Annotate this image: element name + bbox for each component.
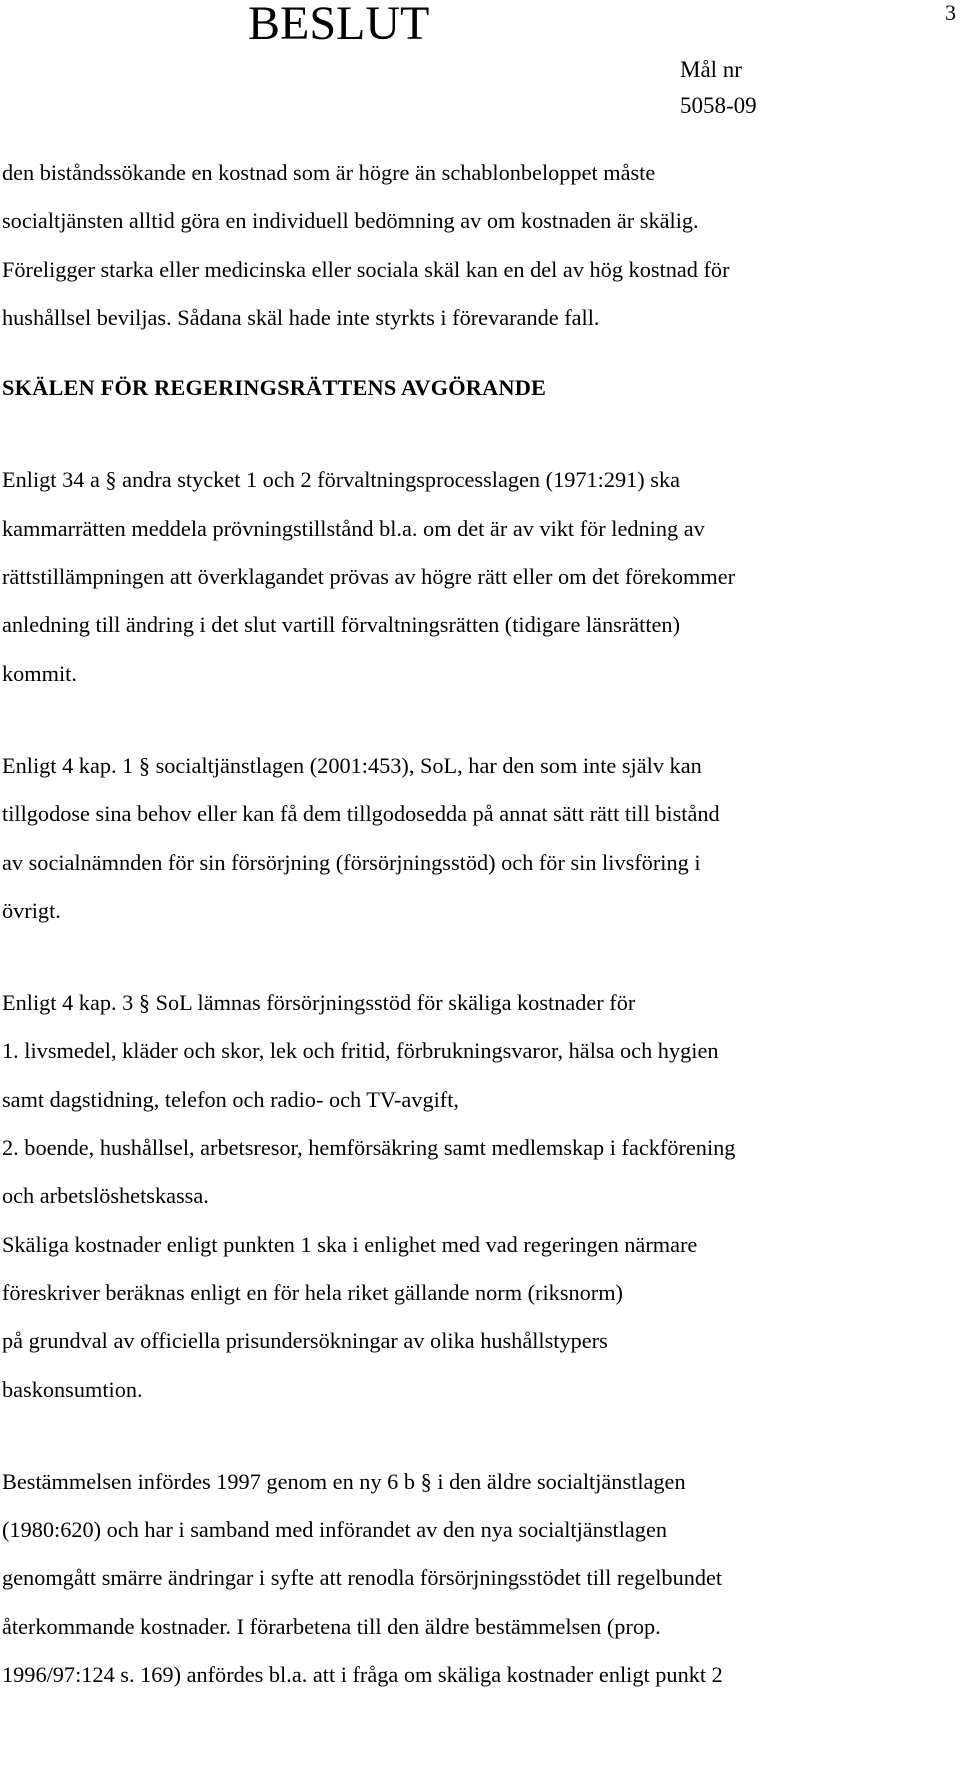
text-line: föreskriver beräknas enligt en för hela riket gällande norm (riksnorm) [2,1279,623,1305]
text-line: av socialnämnden för sin försörjning (försörjningsstöd) och för sin livsföring i [2,849,701,875]
case-label: Mål nr [680,57,742,82]
paragraph-2 [2,456,956,697]
text-line: Enligt 4 kap. 3 § SoL lämnas försörjningsstöd för skäliga kostnader för [2,990,636,1016]
text-line: kammarrätten meddela prövningstillstånd bl.a. om det är av vikt för ledning av [2,515,705,541]
document-title: BESLUT [248,0,430,50]
text-line: Enligt 4 kap. 1 § socialtjänstlagen (2001:453), SoL, har den som inte själv kan [2,752,702,778]
text-line: och arbetslöshetskassa. [2,1183,209,1209]
text-line: 1. livsmedel, kläder och skor, lek och fritid, förbrukningsvaror, hälsa och hygien [2,1038,719,1064]
paragraph-1 [2,149,956,342]
case-number-block [680,52,757,124]
text-line: 2. boende, hushållsel, arbetsresor, hemförsäkring samt medlemskap i fackförening [2,1135,736,1161]
text-line: socialtjänsten alltid göra en individuell bedömning av om kostnaden är skälig. [2,208,699,234]
text-line: återkommande kostnader. I förarbetena till den äldre bestämmelsen (prop. [2,1613,661,1639]
text-line: på grundval av officiella prisundersökningar av olika hushållstypers [2,1328,608,1354]
text-line: Skäliga kostnader enligt punkten 1 ska i enlighet med vad regeringen närmare [2,1231,698,1257]
text-line: kommit. [2,660,77,686]
text-line: rättstillämpningen att överklagandet prövas av högre rätt eller om det förekommer [2,564,736,590]
text-line: baskonsumtion. [2,1376,143,1402]
text-line: genomgått smärre ändringar i syfte att renodla försörjningsstödet till regelbundet [2,1565,723,1591]
text-line: hushållsel beviljas. Sådana skäl hade inte styrkts i förevarande fall. [2,304,600,330]
document-body [2,149,956,1699]
text-line: Föreligger starka eller medicinska eller sociala skäl kan en del av hög kostnad för [2,256,730,282]
page-number: 3 [945,0,956,25]
text-line: Enligt 34 a § andra stycket 1 och 2 förvaltningsprocesslagen (1971:291) ska [2,467,681,493]
text-line: 1996/97:124 s. 169) anfördes bl.a. att i fråga om skäliga kostnader enligt punkt 2 [2,1662,723,1688]
paragraph-5 [2,1458,956,1699]
text-line: den biståndssökande en kostnad som är högre än schablonbeloppet måste [2,160,656,185]
section-heading: SKÄLEN FÖR REGERINGSRÄTTENS AVGÖRANDE [2,375,547,401]
text-line: samt dagstidning, telefon och radio- och TV-avgift, [2,1086,459,1112]
case-number: 5058-09 [680,93,757,118]
text-line: tillgodose sina behov eller kan få dem tillgodosedda på annat sätt rätt till bistånd [2,801,720,827]
text-line: övrigt. [2,897,61,923]
text-line: (1980:620) och har i samband med införandet av den nya socialtjänstlagen [2,1517,667,1543]
paragraph-4 [2,979,956,1414]
paragraph-3 [2,742,956,935]
text-line: Bestämmelsen infördes 1997 genom en ny 6 b § i den äldre socialtjänstlagen [2,1468,686,1494]
text-line: anledning till ändring i det slut vartill förvaltningsrätten (tidigare länsrätten) [2,612,681,638]
